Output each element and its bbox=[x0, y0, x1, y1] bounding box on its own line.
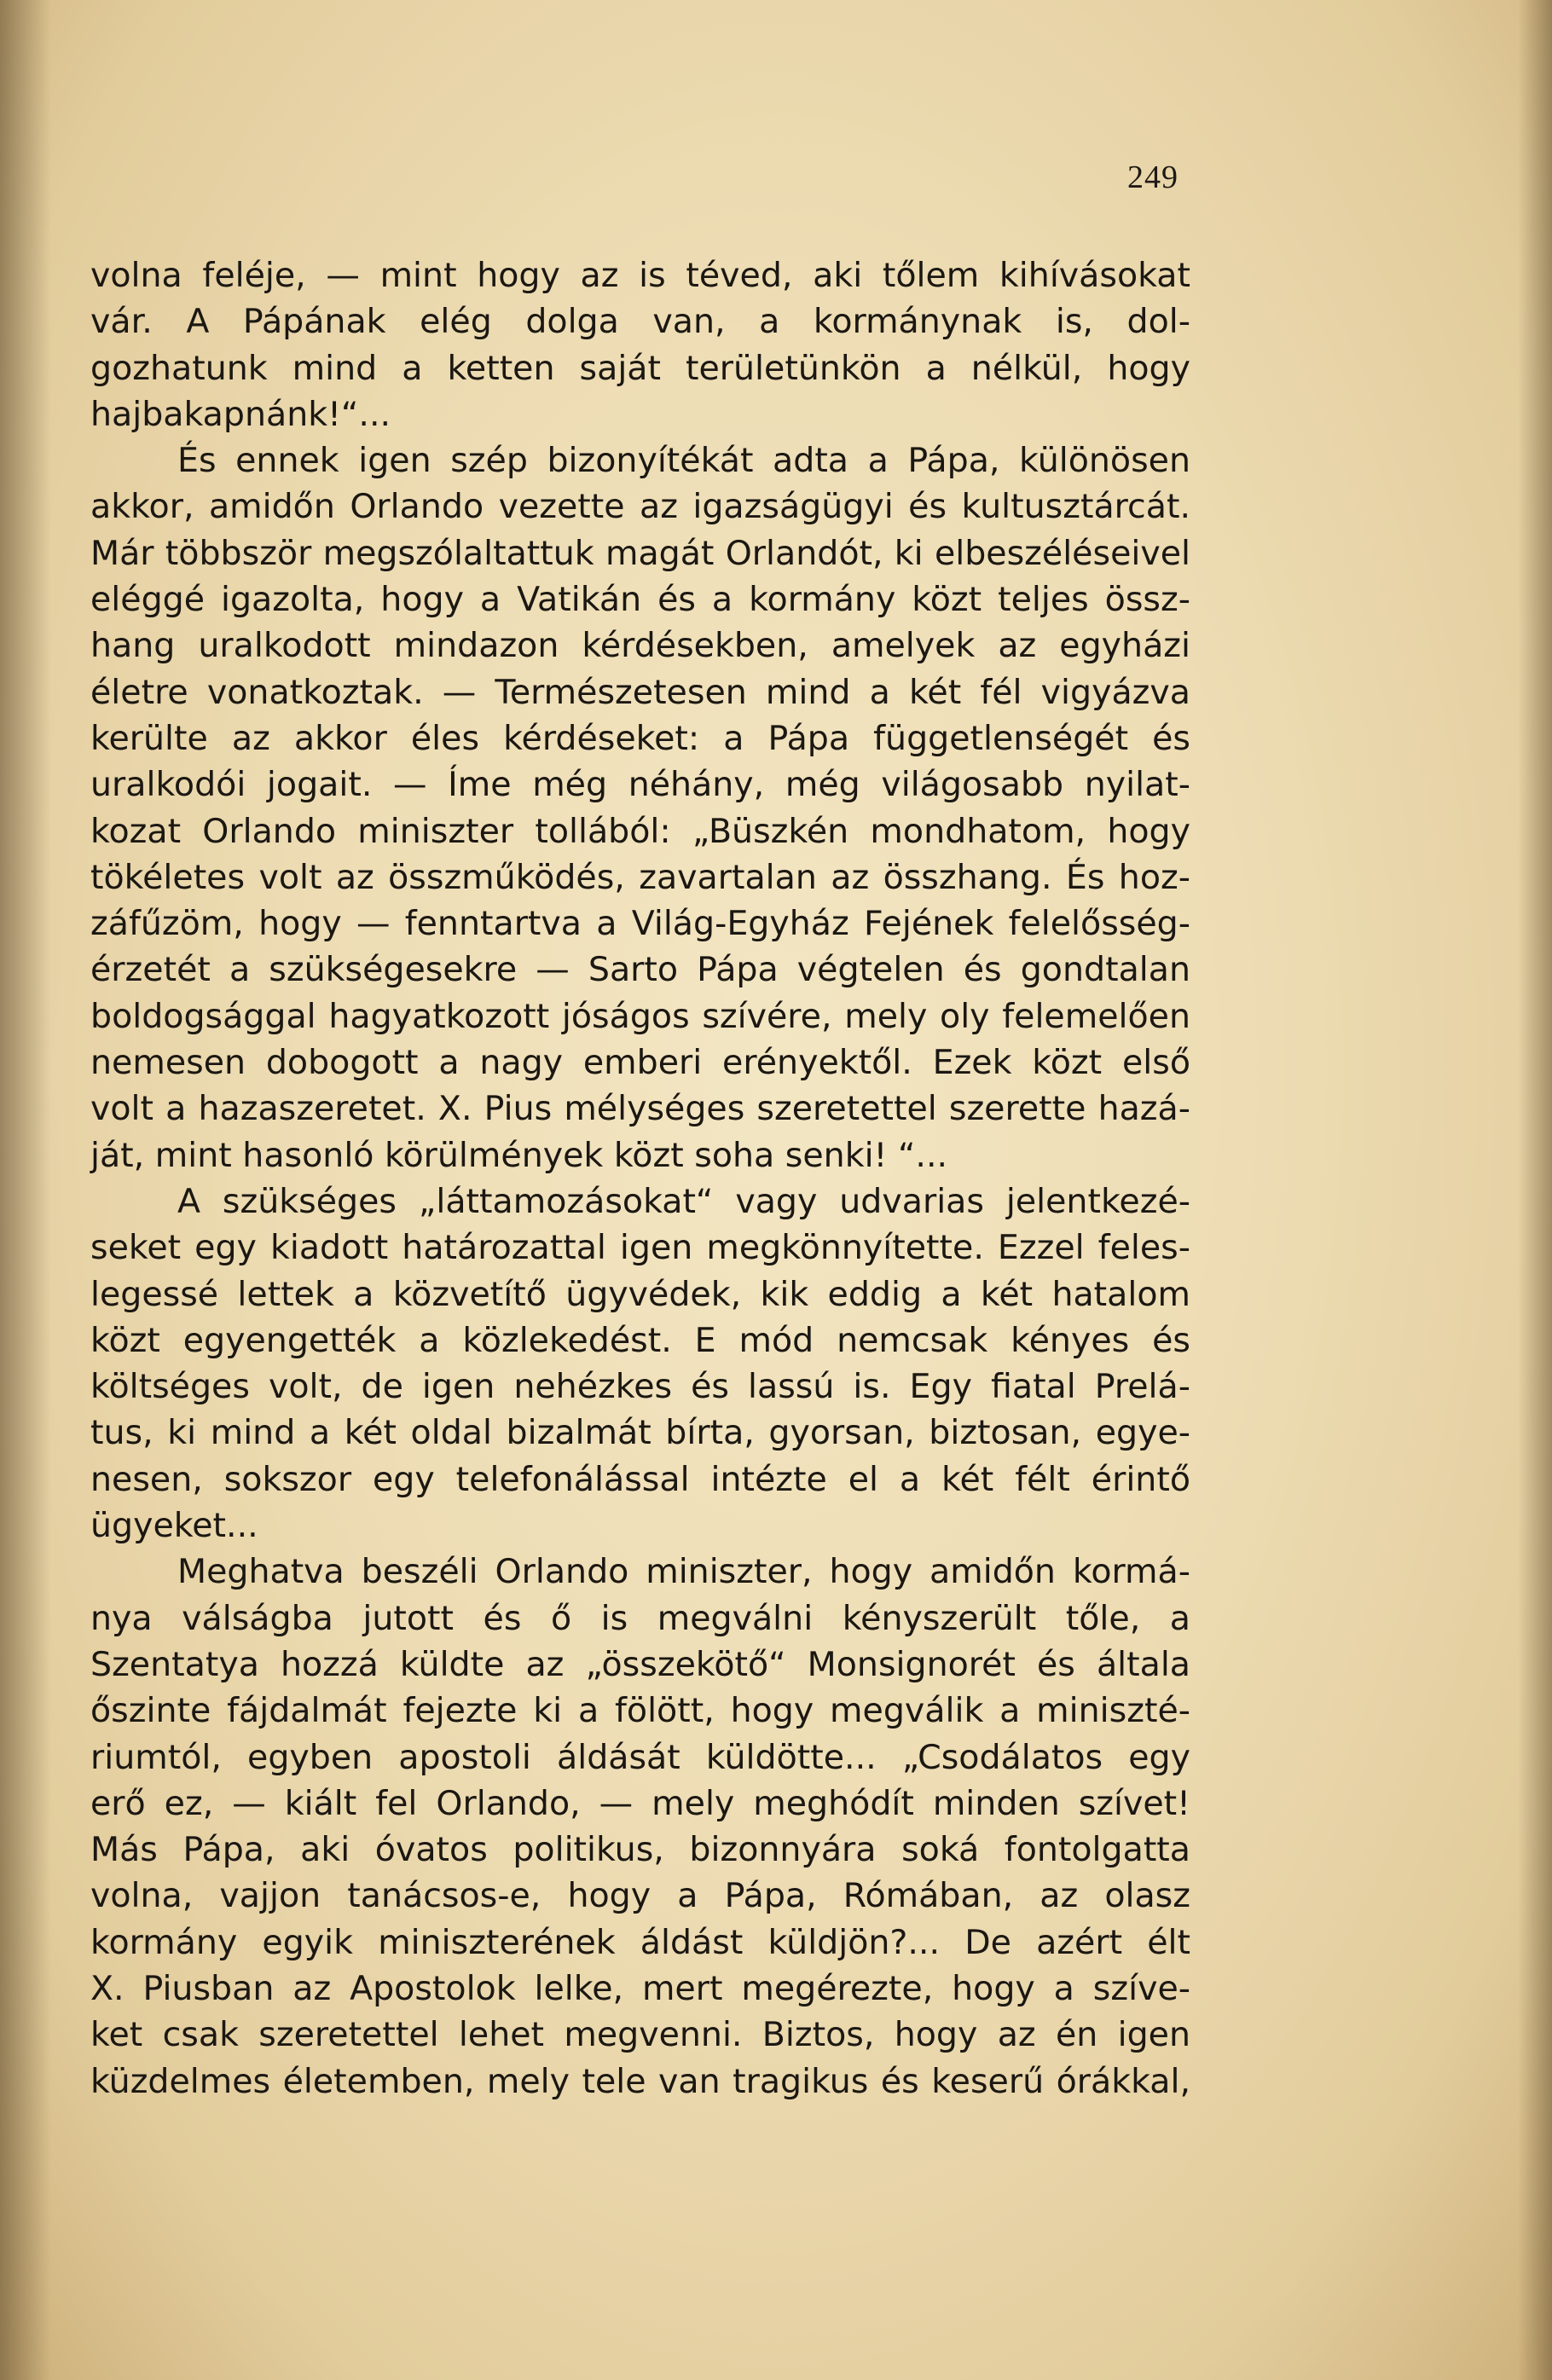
text-line: érzetét a szükségesekre — Sarto Pápa végtelen és gondtalan bbox=[90, 950, 1190, 990]
text-line: akkor, amidőn Orlando vezette az igazságügyi és kultusztárcát. bbox=[90, 487, 1190, 527]
text-line: záfűzöm, hogy — fenntartva a Világ-Egyház Fejének felelősség- bbox=[90, 904, 1190, 944]
text-line: A szükséges „láttamozásokat“ vagy udvarias jelentkezé- bbox=[177, 1181, 1190, 1221]
text-line: hang uralkodott mindazon kérdésekben, amelyek az egyházi bbox=[90, 626, 1190, 666]
text-line: őszinte fájdalmát fejezte ki a fölött, hogy megválik a miniszté- bbox=[90, 1691, 1190, 1731]
page-gutter-shadow bbox=[0, 0, 51, 2380]
text-line: legessé lettek a közvetítő ügyvédek, kik eddig a két hatalom bbox=[90, 1274, 1190, 1314]
text-line: erő ez, — kiált fel Orlando, — mely meghódít minden szívet! bbox=[90, 1783, 1190, 1823]
text-line: ket csak szeretettel lehet megvenni. Biztos, hogy az én igen bbox=[90, 2015, 1190, 2055]
text-line: Már többször megszólaltattuk magát Orlandót, ki elbeszéléseivel bbox=[90, 533, 1190, 573]
text-line: volna, vajjon tanácsos-e, hogy a Pápa, Rómában, az olasz bbox=[90, 1876, 1190, 1916]
text-line: seket egy kiadott határozattal igen megkönnyítette. Ezzel feles- bbox=[90, 1228, 1190, 1268]
text-line: nya válságba jutott és ő is megválni kényszerült tőle, a bbox=[90, 1598, 1190, 1638]
text-line: kormány egyik miniszterének áldást küldjön?... De azért élt bbox=[90, 1922, 1190, 1962]
text-line: közt egyengették a közlekedést. E mód nemcsak kényes és bbox=[90, 1320, 1190, 1360]
text-line: Más Pápa, aki óvatos politikus, bizonnyára soká fontolgatta bbox=[90, 1830, 1190, 1870]
text-line: költséges volt, de igen nehézkes és lassú is. Egy fiatal Prelá- bbox=[90, 1367, 1190, 1407]
text-line: hajbakapnánk!“... bbox=[90, 394, 391, 434]
text-line: uralkodói jogait. — Íme még néhány, még világosabb nyilat- bbox=[90, 765, 1190, 805]
text-line: volna feléje, — mint hogy az is téved, aki tőlem kihívásokat bbox=[90, 256, 1190, 295]
text-line: ügyeket... bbox=[90, 1506, 258, 1546]
text-line: X. Piusban az Apostolok lelke, mert megérezte, hogy a szíve- bbox=[90, 1968, 1190, 2008]
text-line: eléggé igazolta, hogy a Vatikán és a kormány közt teljes össz- bbox=[90, 580, 1190, 620]
text-line: Meghatva beszéli Orlando miniszter, hogy amidőn kormá- bbox=[177, 1552, 1190, 1592]
text-line: ját, mint hasonló körülmények közt soha senki! “... bbox=[90, 1135, 948, 1175]
page-edge-shadow bbox=[1518, 0, 1552, 2380]
text-line: boldogsággal hagyatkozott jóságos szívére, mely oly felemelően bbox=[90, 996, 1190, 1036]
text-line: tökéletes volt az összműködés, zavartalan az összhang. És hoz- bbox=[90, 857, 1190, 897]
text-line: kerülte az akkor éles kérdéseket: a Pápa függetlenségét és bbox=[90, 718, 1190, 758]
text-line: Szentatya hozzá küldte az „összekötő“ Monsignorét és általa bbox=[90, 1644, 1190, 1684]
body-text bbox=[90, 252, 1190, 2105]
text-line: nesen, sokszor egy telefonálással intézte el a két félt érintő bbox=[90, 1459, 1190, 1499]
text-line: életre vonatkoztak. — Természetesen mind a két fél vigyázva bbox=[90, 672, 1190, 712]
text-line: nemesen dobogott a nagy emberi erényektől. Ezek közt első bbox=[90, 1043, 1190, 1083]
text-line: riumtól, egyben apostoli áldását küldötte... „Csodálatos egy bbox=[90, 1737, 1190, 1777]
text-line: kozat Orlando miniszter tollából: „Büszkén mondhatom, hogy bbox=[90, 811, 1190, 851]
page-number: 249 bbox=[1127, 159, 1178, 195]
text-line: gozhatunk mind a ketten saját területünkön a nélkül, hogy bbox=[90, 348, 1190, 388]
text-line: vár. A Pápának elég dolga van, a kormánynak is, dol- bbox=[90, 302, 1190, 342]
text-line: küzdelmes életemben, mely tele van tragikus és keserű órákkal, bbox=[90, 2061, 1190, 2101]
text-line: volt a hazaszeretet. X. Pius mélységes szeretettel szerette hazá- bbox=[90, 1089, 1190, 1129]
text-line: És ennek igen szép bizonyítékát adta a Pápa, különösen bbox=[177, 441, 1190, 481]
text-line: tus, ki mind a két oldal bizalmát bírta, gyorsan, biztosan, egye- bbox=[90, 1413, 1190, 1453]
